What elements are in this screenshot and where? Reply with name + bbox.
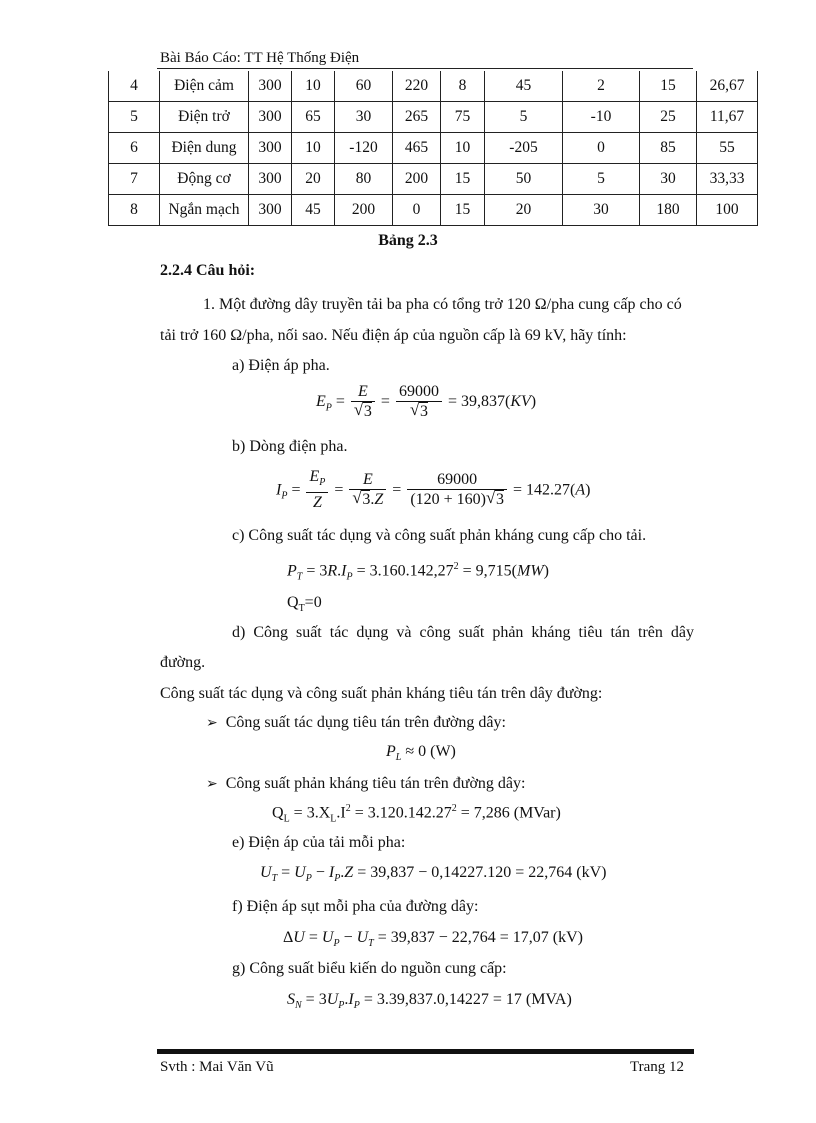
table-cell: Ngắn mạch xyxy=(160,195,249,226)
table-cell: 200 xyxy=(393,164,441,195)
table-cell: Điện trở xyxy=(160,102,249,133)
table-cell: -10 xyxy=(563,102,640,133)
table-cell: 55 xyxy=(697,133,758,164)
arrow-bullet-icon: ➢ xyxy=(206,777,218,792)
formula-active-power-load: $P_T = 3R.I_P = 3.160.142,27^2 = 9,715(MW)$ xyxy=(287,561,549,583)
table-cell: 30 xyxy=(563,195,640,226)
table-cell: 11,67 xyxy=(697,102,758,133)
table-cell: 6 xyxy=(109,133,160,164)
table-cell: 7 xyxy=(109,164,160,195)
formula-apparent-power: $S_N = 3U_P.I_P = 3.39,837.0,14227 = 17$ (MVA) xyxy=(287,991,572,1012)
section-heading: 2.2.4 Câu hỏi: xyxy=(160,262,256,279)
table-cell: 45 xyxy=(485,71,563,102)
formula-load-voltage: $U_T = U_P - I_P.Z = 39,837 - 0,14227.120 = 22,764$ (kV) xyxy=(260,864,607,885)
header-title: Bài Báo Cáo: TT Hệ Thống Điện xyxy=(160,50,360,66)
table-cell: 8 xyxy=(109,195,160,226)
table-cell: 26,67 xyxy=(697,71,758,102)
footer-author: Svth : Mai Văn Vũ xyxy=(160,1059,274,1075)
table-cell: 50 xyxy=(485,164,563,195)
item-a: a) Điện áp pha. xyxy=(232,357,330,374)
table-cell: 180 xyxy=(640,195,697,226)
table-cell: 15 xyxy=(441,164,485,195)
table-cell: 5 xyxy=(109,102,160,133)
formula-voltage-drop: $\Delta U = U_P - U_T = 39,837 - 22,764 = 17,07$ (kV) xyxy=(283,929,583,950)
table-cell: 4 xyxy=(109,71,160,102)
table-caption: Bảng 2.3 xyxy=(378,232,438,249)
table-cell: -205 xyxy=(485,133,563,164)
item-b: b) Dòng điện pha. xyxy=(232,438,348,455)
table-cell: 75 xyxy=(441,102,485,133)
table-cell: 265 xyxy=(393,102,441,133)
table-cell: -120 xyxy=(335,133,393,164)
table-cell: 30 xyxy=(640,164,697,195)
table-cell: 0 xyxy=(563,133,640,164)
table-cell: 220 xyxy=(393,71,441,102)
table-cell: 5 xyxy=(485,102,563,133)
formula-reactive-power-load: $Q_T=0$ xyxy=(287,594,322,615)
table-row xyxy=(109,102,758,133)
table-cell: 200 xyxy=(335,195,393,226)
question-1-line-2: tải trở 160 Ω/pha, nối sao. Nếu điện áp của nguồn cấp là 69 kV, hãy tính: xyxy=(160,327,627,344)
item-g: g) Công suất biểu kiến do nguồn cung cấp: xyxy=(232,960,507,977)
formula-phase-voltage: $E_P$ = E √ 3 = 69000 √ 3 = 39,837(KV) xyxy=(316,383,537,420)
item-d-repeat: Công suất tác dụng và công suất phản kháng tiêu tán trên dây đường: xyxy=(160,685,603,702)
table-cell: 0 xyxy=(393,195,441,226)
footer-divider xyxy=(157,1049,694,1054)
table-row xyxy=(109,133,758,164)
table-cell: 5 xyxy=(563,164,640,195)
table-cell: 300 xyxy=(249,102,292,133)
bullet-active-loss: ➢ Công suất tác dụng tiêu tán trên đường dây: xyxy=(206,714,506,731)
item-d-line-2: đường. xyxy=(160,654,206,671)
table-cell: 20 xyxy=(485,195,563,226)
table-row xyxy=(109,71,758,102)
table-cell: 15 xyxy=(441,195,485,226)
table-cell: 45 xyxy=(292,195,335,226)
table-cell: Điện cảm xyxy=(160,71,249,102)
item-d-line-1: d) Công suất tác dụng và công suất phản kháng tiêu tán trên dây xyxy=(232,624,694,641)
table-row xyxy=(109,164,758,195)
table-cell: 33,33 xyxy=(697,164,758,195)
table-cell: 25 xyxy=(640,102,697,133)
table-cell: 2 xyxy=(563,71,640,102)
question-1-line-1: 1. Một đường dây truyền tải ba pha có tổng trở 120 Ω/pha cung cấp cho có xyxy=(203,296,682,313)
table-cell: 15 xyxy=(640,71,697,102)
table-cell: 80 xyxy=(335,164,393,195)
header-divider xyxy=(157,68,693,69)
table-cell: 60 xyxy=(335,71,393,102)
formula-active-loss: $P_L \approx 0$ (W) xyxy=(386,743,456,764)
table-cell: 300 xyxy=(249,71,292,102)
table-cell: 100 xyxy=(697,195,758,226)
formula-phase-current: $I_P$ = $\frac{E_P}{Z}$ = E √ 3.Z = 69000 (120 + 160) √ 3 = 142.27(A) xyxy=(276,468,591,512)
arrow-bullet-icon: ➢ xyxy=(206,716,218,731)
table-cell: 300 xyxy=(249,133,292,164)
item-c: c) Công suất tác dụng và công suất phản kháng cung cấp cho tải. xyxy=(232,527,647,544)
page-number: Trang 12 xyxy=(630,1059,685,1075)
table-cell: 20 xyxy=(292,164,335,195)
table-cell: 65 xyxy=(292,102,335,133)
bullet-reactive-loss: ➢ Công suất phản kháng tiêu tán trên đường dây: xyxy=(206,775,526,792)
table-cell: 300 xyxy=(249,195,292,226)
item-f: f) Điện áp sụt mỗi pha của đường dây: xyxy=(232,898,479,915)
table-cell: Điện dung xyxy=(160,133,249,164)
table-cell: Động cơ xyxy=(160,164,249,195)
table-row xyxy=(109,195,758,226)
formula-reactive-loss: $Q_L = 3.X_L.I^2 = 3.120.142.27^2 = 7,286$ (MVar) xyxy=(272,803,561,825)
table-cell: 10 xyxy=(292,71,335,102)
table-cell: 465 xyxy=(393,133,441,164)
table-cell: 30 xyxy=(335,102,393,133)
table-cell: 85 xyxy=(640,133,697,164)
table-cell: 300 xyxy=(249,164,292,195)
table-cell: 10 xyxy=(441,133,485,164)
item-e: e) Điện áp của tải mỗi pha: xyxy=(232,834,406,851)
results-table xyxy=(108,71,758,226)
table-cell: 10 xyxy=(292,133,335,164)
table-cell: 8 xyxy=(441,71,485,102)
